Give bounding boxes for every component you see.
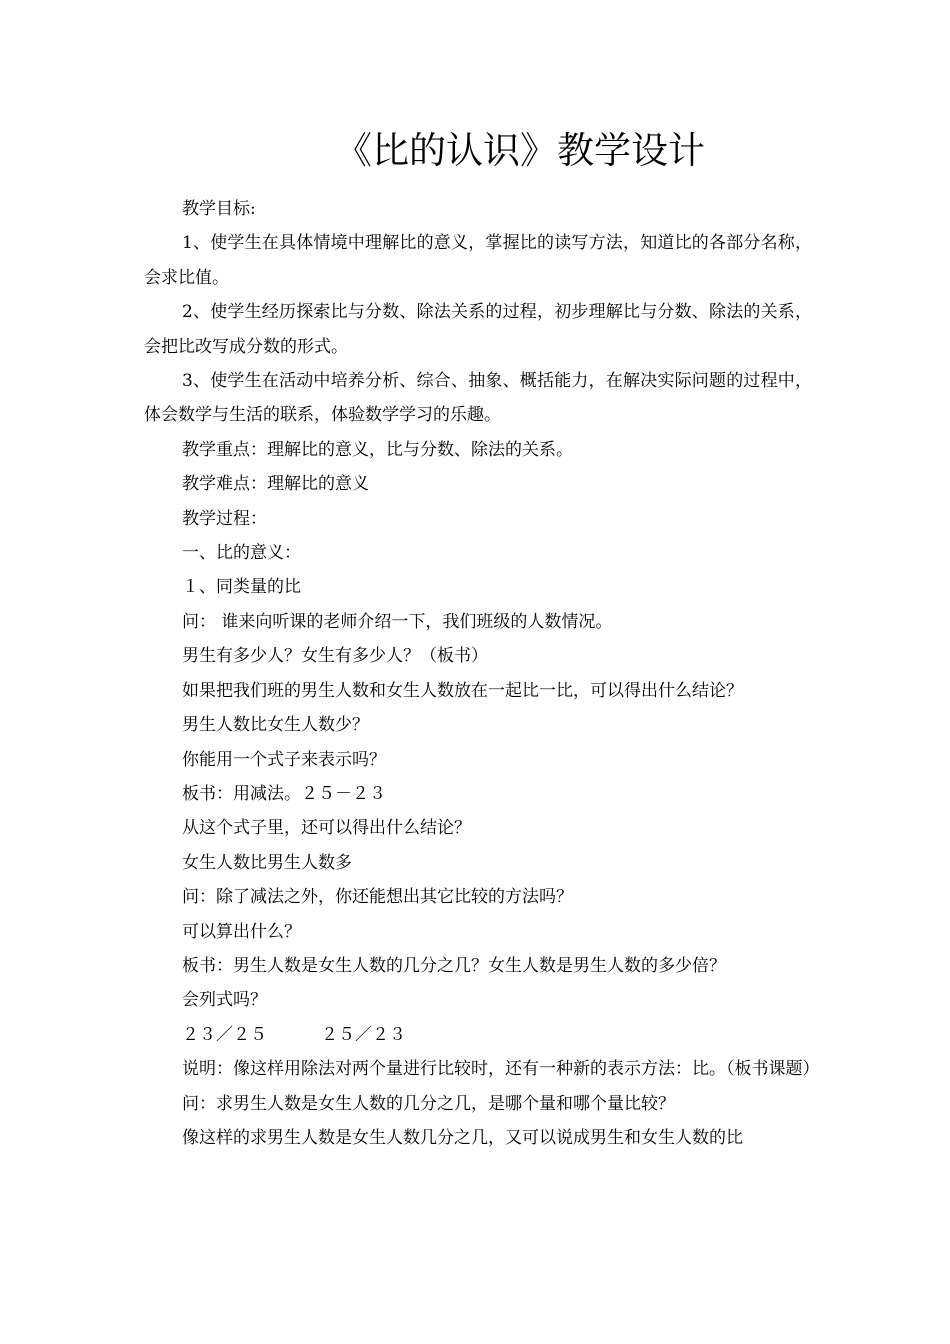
paragraph: 你能用一个式子来表示吗？ <box>182 749 386 770</box>
paragraph: 像这样的求男生人数是女生人数几分之几，又可以说成男生和女生人数的比 <box>182 1127 743 1148</box>
difficult-points: 教学难点：理解比的意义 <box>182 474 369 495</box>
formula-line: ２３／２５ ２５／２３ <box>182 1024 407 1045</box>
paragraph: 板书：男生人数是女生人数的几分之几？女生人数是男生人数的多少倍？ <box>182 955 726 976</box>
key-points: 教学重点：理解比的意义，比与分数、除法的关系。 <box>182 439 573 460</box>
objective-3: 3、使学生在活动中培养分析、综合、抽象、概括能力，在解决实际问题的过程中，体会数学与生活的联系，体验数学学习的乐趣。 <box>144 371 812 426</box>
document-title: 《比的认识》教学设计 <box>335 129 705 172</box>
paragraph: 板书：用减法。２５－２３ <box>182 783 386 804</box>
paragraph: 问： 谁来向听课的老师介绍一下，我们班级的人数情况。 <box>182 611 613 632</box>
subsection-same-kind-ratio: １、同类量的比 <box>182 577 301 598</box>
paragraph: 说明：像这样用除法对两个量进行比较时，还有一种新的表示方法：比。（板书课题） <box>182 1059 820 1080</box>
section-heading-process: 教学过程： <box>182 508 267 529</box>
paragraph: 问：求男生人数是女生人数的几分之几，是哪个量和哪个量比较？ <box>182 1093 675 1114</box>
paragraph: 女生人数比男生人数多 <box>182 852 352 873</box>
paragraph: 问：除了减法之外，你还能想出其它比较的方法吗？ <box>182 887 573 908</box>
paragraph: 男生有多少人？女生有多少人？（板书） <box>182 646 488 667</box>
document-body <box>144 192 820 1155</box>
paragraph: 会列式吗？ <box>182 990 267 1011</box>
subsection-meaning-of-ratio: 一、比的意义： <box>182 543 301 564</box>
section-heading-objectives: 教学目标: <box>182 199 256 219</box>
paragraph: 如果把我们班的男生人数和女生人数放在一起比一比，可以得出什么结论？ <box>182 680 743 701</box>
paragraph: 可以算出什么？ <box>182 921 301 942</box>
objective-1: 1、使学生在具体情境中理解比的意义，掌握比的读写方法，知道比的各部分名称，会求比值。 <box>144 233 812 288</box>
paragraph: 男生人数比女生人数少？ <box>182 715 369 736</box>
objective-2: 2、使学生经历探索比与分数、除法关系的过程，初步理解比与分数、除法的关系，会把比改写成分数的形式。 <box>144 302 812 357</box>
paragraph: 从这个式子里，还可以得出什么结论？ <box>182 818 471 839</box>
